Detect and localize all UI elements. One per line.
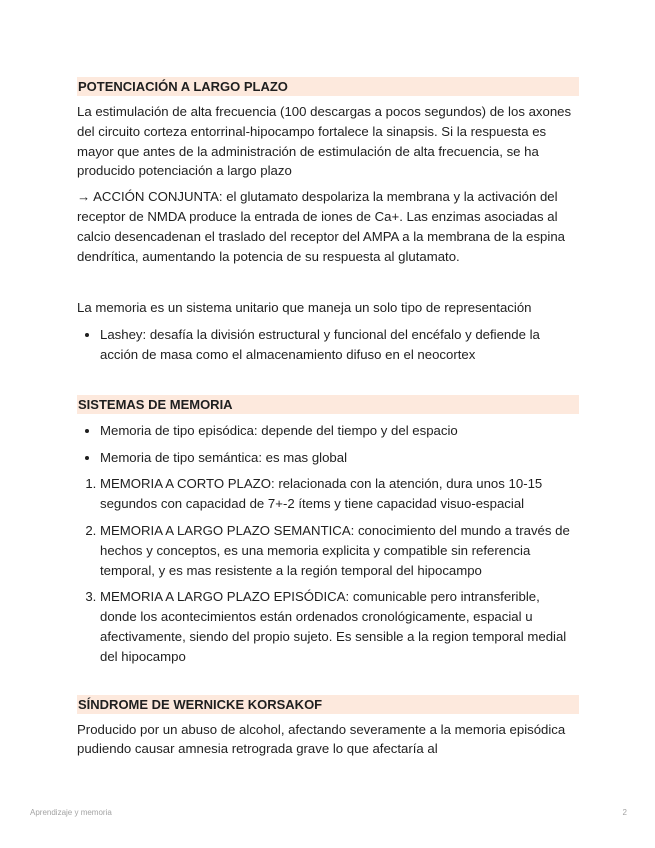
- paragraph-wernicke: Producido por un abuso de alcohol, afectando severamente a la memoria episódica pudiendo causar amnesia retrograda grave lo que afectaría al: [77, 721, 566, 757]
- section-heading-potenciacion: POTENCIACIÓN A LARGO PLAZO: [77, 77, 579, 96]
- numbered-list-memorias: [77, 474, 579, 666]
- list-item: 3. MEMORIA A LARGO PLAZO EPISÓDICA: comunicable pero intransferible, donde los acontecimientos están ordenados cronológicamente, espacial u afectivamente, siendo del propio sujeto. Es sensible a la region temporal medial del hipocampo: [100, 587, 579, 666]
- paragraph-potenciacion: La estimulación de alta frecuencia (100 descargas a pocos segundos) de los axones del circuito corteza entorrinal-hipocampo fortalece la sinapsis. Si la respuesta es mayor que antes de la administración de estimulación de alta frecuencia, se ha producido potenciación a largo plazo: [77, 104, 572, 179]
- section-heading-sistemas: SISTEMAS DE MEMORIA: [77, 395, 579, 414]
- footer-doc-title: Aprendizaje y memoria: [30, 808, 112, 817]
- paragraph-memoria-unitaria: La memoria es un sistema unitario que maneja un solo tipo de representación: [77, 300, 532, 316]
- list-item: 1. MEMORIA A CORTO PLAZO: relacionada con la atención, dura unos 10-15 segundos con capacidad de 7+-2 ítems y tiene capacidad visuo-espacial: [100, 474, 579, 514]
- list-item: 2. MEMORIA A LARGO PLAZO SEMANTICA: conocimiento del mundo a través de hechos y conceptos, es una memoria explicita y compatible sin referencia temporal, y es mas resistente a la región temporal del hipocampo: [100, 521, 579, 580]
- footer-page-number: 2: [622, 808, 627, 817]
- document-body: [77, 77, 579, 759]
- list-item: • Memoria de tipo episódica: depende del tiempo y del espacio: [100, 421, 579, 441]
- list-item: • Memoria de tipo semántica: es mas global: [100, 448, 579, 468]
- list-item: • Lashey: desafía la división estructural y funcional del encéfalo y defiende la acción de masa como el almacenamiento difuso en el neocortex: [100, 325, 579, 365]
- section-heading-wernicke: SÍNDROME DE WERNICKE KORSAKOF: [77, 695, 579, 714]
- bullet-list-tipos: [77, 421, 579, 468]
- bullet-list-lashey: [77, 325, 579, 365]
- paragraph-accion-conjunta: → ACCIÓN CONJUNTA: el glutamato despolariza la membrana y la activación del receptor de NMDA produce la entrada de iones de Ca+. Las enzimas asociadas al calcio desencadenan el traslado del receptor del AMPA a la membrana de la espina dendrítica, aumentando la potencia de su respuesta al glutamato.: [77, 189, 565, 264]
